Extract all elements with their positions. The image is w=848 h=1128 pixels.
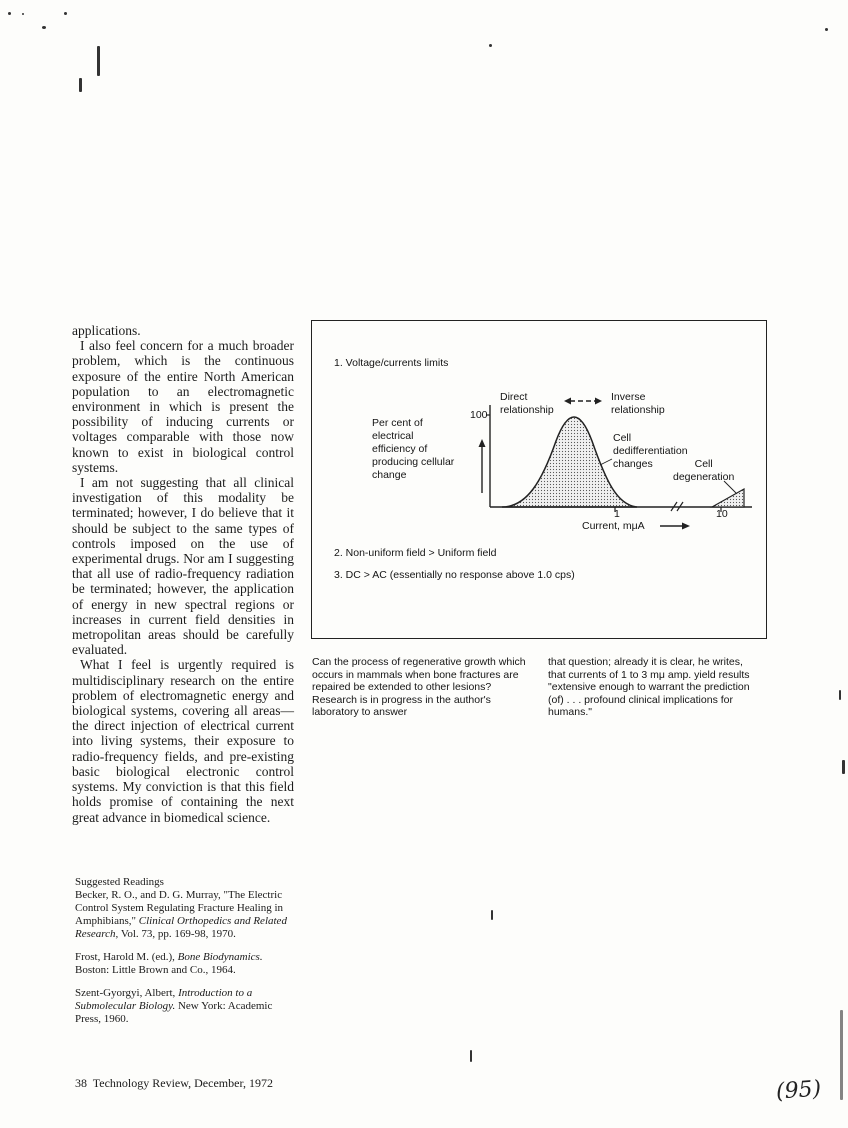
arrow-head-right: [595, 398, 602, 405]
figure-item-1: 1. Voltage/currents limits: [334, 357, 449, 369]
y-axis-label: Per cent of electrical efficiency of producing cellular change: [372, 417, 455, 481]
article-body-column: [72, 323, 294, 825]
figure-caption-right: that question; already it is clear, he writes, that currents of 1 to 3 mμ amp. yield results "extensive enough to warrant the prediction (of) . . . profound clinical implications for humans.": [548, 656, 750, 719]
x-current-arrow-head: [682, 523, 690, 530]
figure-item-3: 3. DC > AC (essentially no response above 1.0 cps): [334, 569, 575, 581]
paragraph-3: I am not suggesting that all clinical investigation of this modality be terminated; however, I do believe that it should be subject to the same types of controls imposed on the use of experimental drugs. Nor am I suggesting that all use of radio-frequency radiation be terminated; however, the application of energy in new spectral regions or increases in current field densities in metropolitan areas should be carefully evaluated.: [72, 475, 294, 658]
x-axis-label: Current, mμA: [582, 520, 645, 532]
y-up-arrow-head: [479, 439, 486, 447]
paragraph-1: applications.: [72, 323, 141, 338]
figure-box: [311, 320, 767, 639]
figure-item-2: 2. Non-uniform field > Uniform field: [334, 547, 497, 559]
paragraph-2: I also feel concern for a much broader problem, which is the continuous exposure of the entire North American population to an electromagnetic environment in which is present the possibility of inducing currents or voltages comparable with those now known to exist in biological control systems.: [72, 338, 294, 475]
arrow-head-left: [564, 398, 571, 405]
y-tick-label-100: 100: [470, 409, 488, 421]
dediff-pointer: [600, 459, 612, 465]
paragraph-4: What I feel is urgently required is multidisciplinary research on the entire problem of electromagnetic energy and biological systems, covering all areas—the direct injection of electrical current into living systems, their exposure to radio-frequency fields, and pre-existing basic biological electronic control systems. My conviction is that this field holds promise of containing the next great advance in biomedical science.: [72, 657, 294, 825]
suggested-readings: [75, 876, 297, 1036]
reference-item: Frost, Harold M. (ed.), Bone Biodynamics. Boston: Little Brown and Co., 1964.: [75, 951, 263, 976]
reference-item: Szent-Gyorgyi, Albert, Introduction to a Submolecular Biology. New York: Academic Press, 1960.: [75, 987, 273, 1025]
page-footer: 38 Technology Review, December, 1972: [75, 1076, 273, 1090]
reference-item: Becker, R. O., and D. G. Murray, "The Electric Control System Regulating Fracture Healing in Amphibians," Clinical Orthopedics and Related Research, Vol. 73, pp. 169-98, 1970.: [75, 889, 287, 940]
x-tick-label-1: 1: [614, 508, 620, 520]
label-cell-degeneration: Cell degeneration: [673, 458, 735, 483]
label-cell-dedifferentiation: Cell dedifferentiation changes: [613, 432, 688, 470]
x-tick-label-10: 10: [716, 508, 728, 520]
handwritten-page-number: (95): [775, 1076, 822, 1105]
label-direct-relationship: Direct relationship: [500, 391, 554, 416]
label-inverse-relationship: Inverse relationship: [611, 391, 665, 416]
readings-title: Suggested Readings: [75, 876, 164, 888]
figure-caption-left: Can the process of regenerative growth which occurs in mammals when bone fractures are repaired be extended to other lesions? Research is in progress in the author's laboratory to answer: [312, 656, 526, 719]
degeneration-region: [712, 489, 744, 507]
